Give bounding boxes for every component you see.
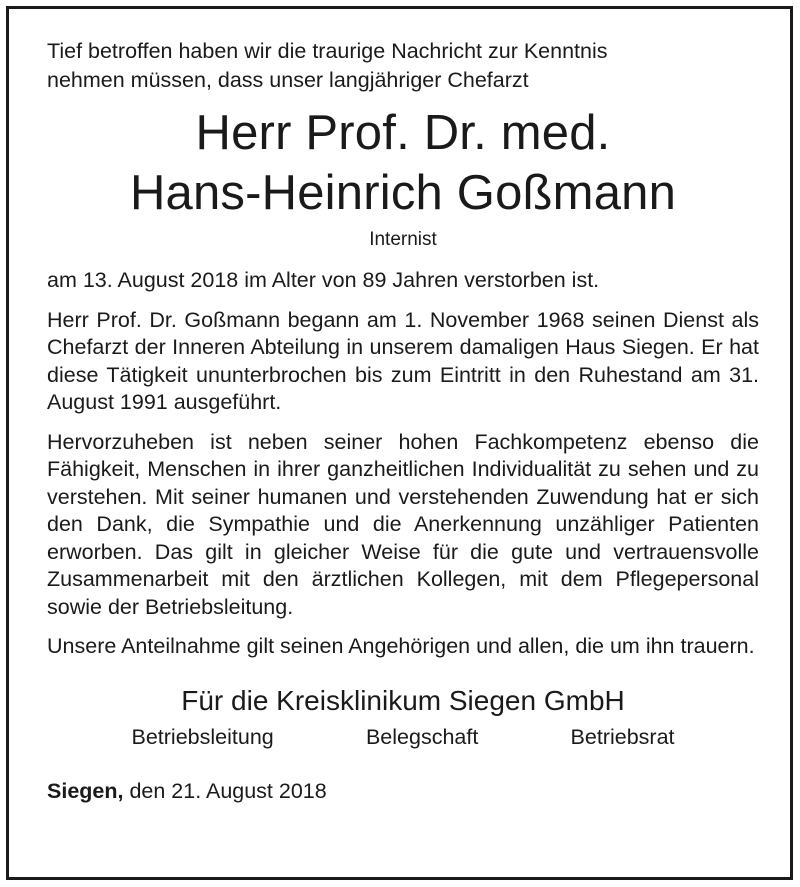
obituary-notice-frame <box>6 6 793 880</box>
group-management: Betriebsleitung <box>131 724 274 749</box>
intro-line-1: Tief betroffen haben wir die traurige Nachricht zur Kenntnis <box>47 39 608 63</box>
signature-groups <box>132 723 675 751</box>
obituary-content <box>47 37 759 805</box>
paragraph-tribute: Hervorzuheben ist neben seiner hohen Fachkompetenz ebenso die Fähigkeit, Menschen in ihrer ganzheitlichen Individualität zu sehen und zu verstehen. Mit seiner humanen und verstehenden Zuwendung hat er sich den Dank, die Sympathie und die Anerkennung unzähliger Patienten erworben. Das gilt in gleicher Weise für die gute und vertrauensvolle Zusammenarbeit mit den ärztlichen Kollegen, mit dem Pflegepersonal sowie der Betriebsleitung. <box>47 429 759 619</box>
deceased-title-line: Herr Prof. Dr. med. <box>195 106 611 160</box>
place-date-line <box>47 777 759 805</box>
death-notice-text: am 13. August 2018 im Alter von 89 Jahren verstorben ist. <box>47 268 600 292</box>
signature-date: den 21. August 2018 <box>129 778 327 803</box>
intro-line-2: nehmen müssen, dass unser langjähriger Chefarzt <box>47 68 529 92</box>
group-staff: Belegschaft <box>365 724 479 749</box>
group-works-council: Betriebsrat <box>570 724 675 749</box>
deceased-profession: Internist <box>369 229 437 250</box>
signature-organization: Für die Kreisklinikum Siegen GmbH <box>181 684 625 716</box>
deceased-name-block <box>47 103 759 223</box>
paragraph-condolence: Unsere Anteilnahme gilt seinen Angehörigen und allen, die um ihn trauern. <box>47 634 755 658</box>
deceased-name-line: Hans-Heinrich Goßmann <box>129 166 677 220</box>
signature-city: Siegen, <box>47 778 124 803</box>
paragraph-career: Herr Prof. Dr. Goßmann begann am 1. November 1968 seinen Dienst als Chefarzt der Inneren Abteilung in unserem damaligen Haus Siegen. Er hat diese Tätigkeit ununterbrochen bis zum Eintritt in den Ruhestand am 31. August 1991 ausgeführt. <box>47 307 759 414</box>
intro-text <box>47 37 759 95</box>
